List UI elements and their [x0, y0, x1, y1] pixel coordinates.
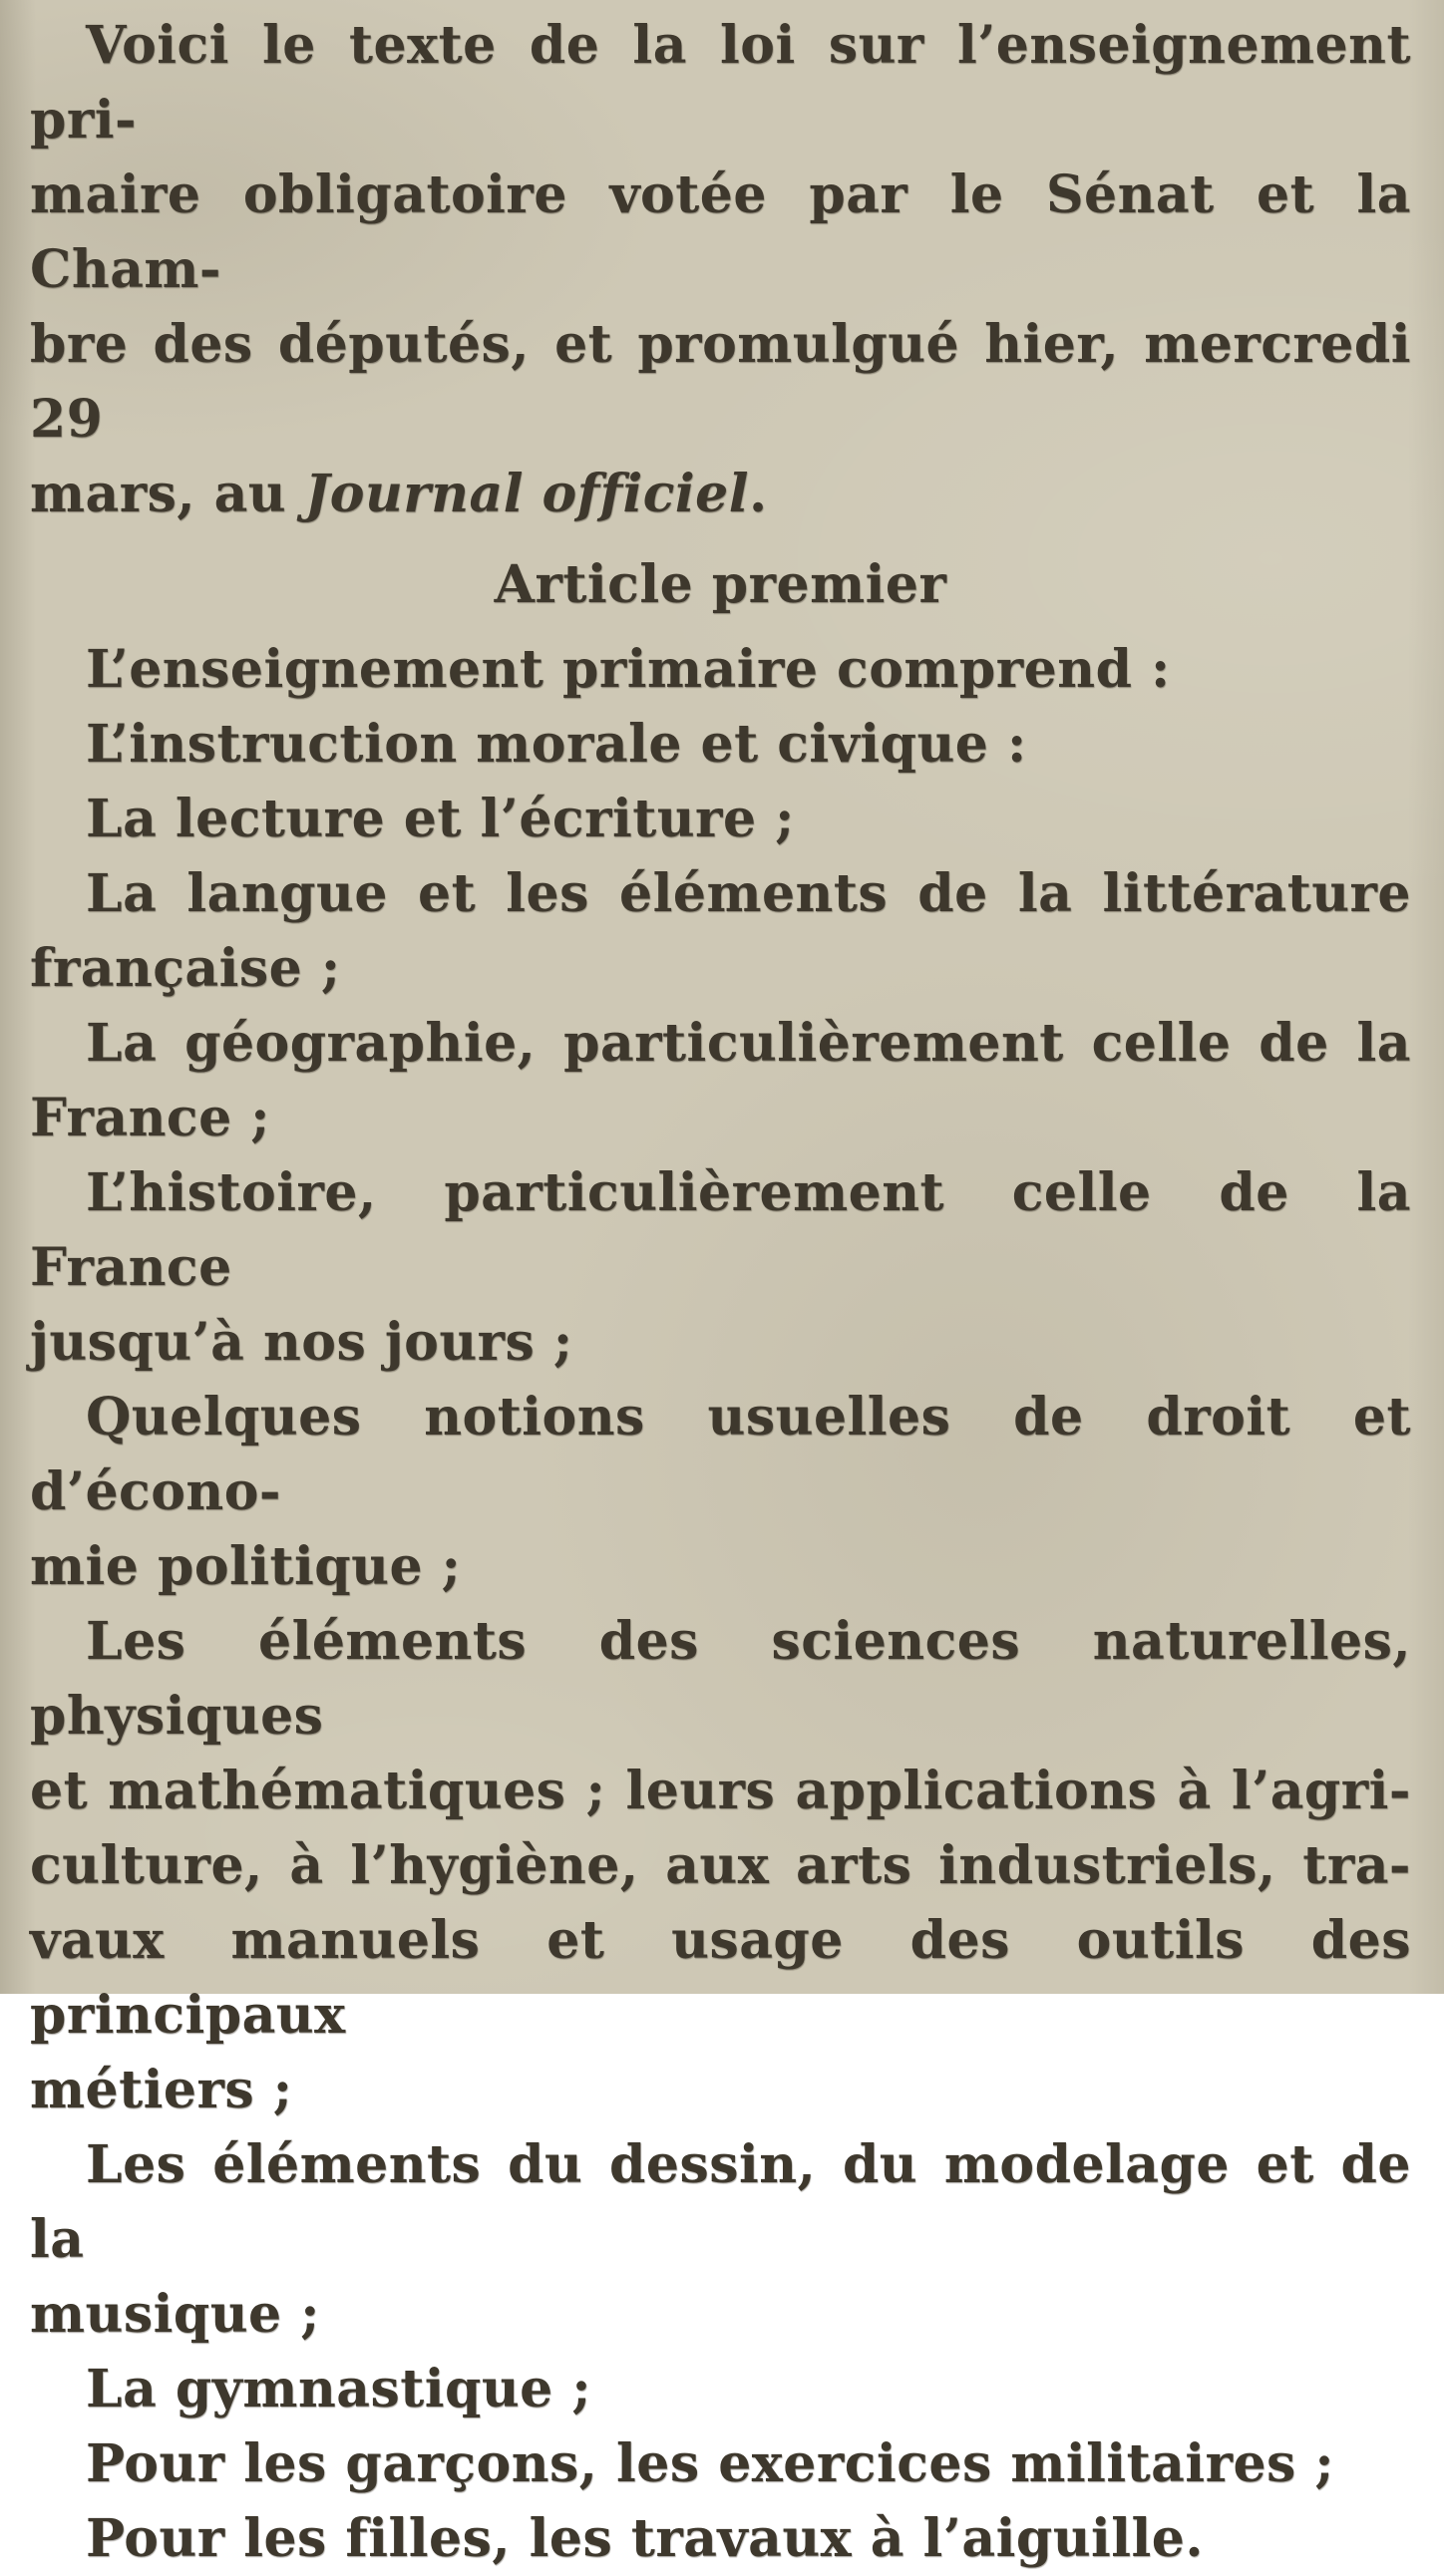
- article-line-mathematiques: et mathématiques ; leurs applications à l’agri-: [30, 1761, 1411, 1821]
- article-heading: Article premier: [494, 554, 947, 615]
- article-line-musique: musique ;: [30, 2284, 320, 2345]
- article-line-notions: Quelques notions usuelles de droit et d’écono-: [30, 1387, 1411, 1522]
- article-line-metiers: métiers ;: [30, 2060, 293, 2120]
- article-line-dessin: Les éléments du dessin, du modelage et de la: [30, 2134, 1411, 2270]
- article-line-politique: mie politique ;: [30, 1536, 462, 1597]
- article-line-filles: Pour les filles, les travaux à l’aiguille.: [86, 2508, 1204, 2569]
- article-line-garcons: Pour les garçons, les exercices militaires ;: [86, 2433, 1335, 2494]
- article-line-france: France ;: [30, 1088, 270, 1148]
- article-line-francaise: française ;: [30, 938, 341, 999]
- article-line-lecture: La lecture et l’écriture ;: [86, 789, 795, 849]
- article-line-geographie: La géographie, particulièrement celle de la: [86, 1013, 1411, 1074]
- article-line-vaux: vaux manuels et usage des outils des principaux: [30, 1910, 1411, 2046]
- article-line-jours: jusqu’à nos jours ;: [30, 1312, 573, 1373]
- article-line-comprend: L’enseignement primaire comprend :: [86, 639, 1171, 700]
- intro-line-4: [0, 457, 1444, 531]
- intro-line-4-post: .: [748, 464, 768, 524]
- article-line-histoire: L’histoire, particulièrement celle de la France: [30, 1162, 1411, 1298]
- intro-line-1: Voici le texte de la loi sur l’enseignement pri-: [30, 15, 1411, 151]
- article-line-sciences: Les éléments des sciences naturelles, physiques: [30, 1611, 1411, 1747]
- article-line-culture: culture, à l’hygiène, aux arts industriels, tra-: [30, 1835, 1411, 1896]
- intro-line-3: bre des députés, et promulgué hier, mercredi 29: [30, 314, 1411, 450]
- intro-line-4-pre: mars, au: [30, 464, 305, 524]
- article-line-gymnastique: La gymnastique ;: [86, 2359, 592, 2419]
- article-line-langue: La langue et les éléments de la littérature: [86, 863, 1411, 924]
- article-line-instruction: L’instruction morale et civique :: [86, 714, 1027, 775]
- intro-line-2: maire obligatoire votée par le Sénat et la Cham-: [30, 164, 1411, 300]
- journal-officiel-italic: Journal officiel: [304, 464, 749, 524]
